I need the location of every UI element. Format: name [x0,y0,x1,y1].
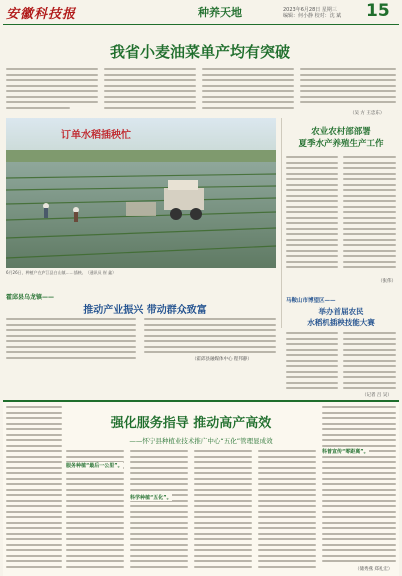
article-5-section-c: 科普宣传“零距离”。 [322,449,369,455]
article-3-body [6,318,276,360]
article-4-headline-line-1: 举办首届农民 [318,307,364,316]
article-3-byline: （霍邱县融媒体中心 程邦静） [192,357,252,362]
article-2-headline [286,126,396,150]
rice-planting-photo [6,118,276,268]
photo-caption: 6月26日，种植户在庐江县白山镇……插秧。（通讯员 崔 鑫） [6,270,117,275]
photo-overlay-title: 订单水稻插秧忙 [61,130,131,141]
column-divider [281,118,282,328]
section-name: 种养天地 [198,6,242,19]
article-1-body [6,68,396,110]
article-5-headline: 强化服务指导 推动高产高效 [110,416,272,431]
article-4-headline-line-2: 水稻机插秧技能大赛 [307,318,375,327]
issue-date: 2023年6月28日 星期三 [283,7,337,13]
article-4-headline [286,306,396,328]
article-5-byline: （储秀燕 郑礼宏） [355,567,393,572]
article-3-headline: 推动产业振兴 带动群众致富 [83,305,207,316]
article-1-byline: （吴 方 王忠东） [350,111,385,116]
article-2-headline-line-1: 农业农村部部署 [311,127,371,137]
masthead-logo: 安徽科技报 [6,7,77,22]
article-5-left-body [6,406,62,572]
article-5-subheadline: ——怀宁县种植业技术推广中心“五化”管理显成效 [129,437,273,445]
article-4-body [286,332,396,392]
page-number: 15 [366,1,390,21]
article-1-headline: 我省小麦油菜单产均有突破 [109,43,290,61]
article-2-body [286,156,396,276]
article-2-byline: （张伟） [378,279,396,284]
article-5-section-b: 科学种植“五化”。 [130,495,172,501]
article-5-section-a: 服务种植“最后一公里”。 [66,463,123,469]
editor-credit: 编辑：何小静 校对：沈 斌 [283,13,342,19]
article-5-right-body [322,406,396,566]
masthead-rule [3,24,399,25]
article-4-byline: （记者 吕 吴） [362,393,392,398]
article-3-kicker: 霍邱县乌龙镇—— [6,294,55,301]
masthead-meta [283,7,341,19]
article-2-headline-line-2: 夏季水产养殖生产工作 [298,139,384,149]
rice-paddy-image [6,118,276,268]
article-4-kicker: 马鞍山市博望区—— [286,298,336,304]
